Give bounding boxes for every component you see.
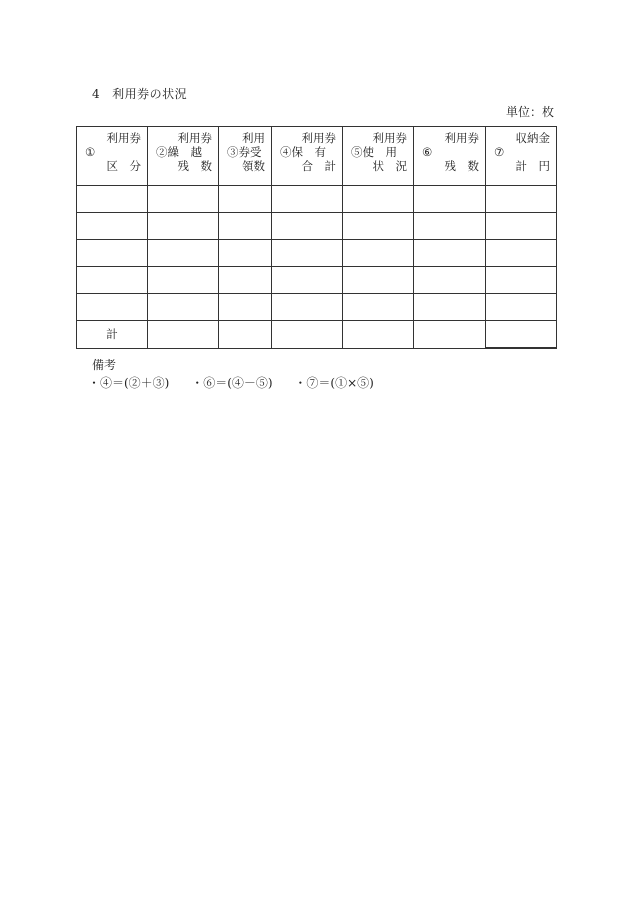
- table-cell[interactable]: [486, 321, 557, 349]
- header-remaining: 利用券 ⑥ 残 数: [414, 127, 486, 186]
- table-cell[interactable]: [343, 321, 414, 349]
- table-cell[interactable]: [272, 267, 343, 294]
- section-number: 4: [92, 87, 101, 101]
- table-cell[interactable]: [486, 267, 557, 294]
- unit-label: 単位：枚: [505, 105, 554, 119]
- table-header-row: [77, 127, 557, 186]
- table-cell[interactable]: [343, 267, 414, 294]
- table-cell[interactable]: [77, 240, 148, 267]
- table-cell[interactable]: [486, 294, 557, 321]
- section-heading: [92, 85, 187, 102]
- table-cell[interactable]: [343, 213, 414, 240]
- table-cell[interactable]: [486, 213, 557, 240]
- ticket-status-table: [76, 126, 557, 349]
- section-title: 利用券の状況: [112, 87, 188, 101]
- header-carryover: 利用券 ②繰 越 残 数: [148, 127, 219, 186]
- table-cell[interactable]: [148, 267, 219, 294]
- table-cell[interactable]: [77, 267, 148, 294]
- formula-item: ・⑥＝(④－⑤): [191, 376, 273, 390]
- header-category: 利用券 ① 区 分: [77, 127, 148, 186]
- formula-item: ・⑦＝(①×⑤): [294, 376, 374, 390]
- remarks-formulas: [88, 374, 392, 391]
- remarks-title: 備考: [92, 358, 117, 372]
- table-cell[interactable]: [77, 186, 148, 213]
- table-cell[interactable]: [343, 186, 414, 213]
- table-cell[interactable]: [219, 294, 272, 321]
- total-label: 計: [77, 321, 148, 349]
- table-cell[interactable]: [77, 213, 148, 240]
- table-cell[interactable]: [272, 186, 343, 213]
- table-cell[interactable]: [414, 186, 486, 213]
- table-cell[interactable]: [414, 267, 486, 294]
- table-cell[interactable]: [486, 240, 557, 267]
- table-cell[interactable]: [219, 267, 272, 294]
- table-cell[interactable]: [219, 186, 272, 213]
- table-row: [77, 267, 557, 294]
- table-cell[interactable]: [414, 213, 486, 240]
- table-cell[interactable]: [272, 240, 343, 267]
- table-cell[interactable]: [272, 213, 343, 240]
- table-row: [77, 240, 557, 267]
- total-row: [77, 321, 557, 349]
- table-cell[interactable]: [414, 321, 486, 349]
- header-revenue-total: 収納金 ⑦ 計 円: [486, 127, 557, 186]
- table-cell[interactable]: [219, 213, 272, 240]
- table-cell[interactable]: [486, 186, 557, 213]
- table-cell[interactable]: [343, 294, 414, 321]
- table-cell[interactable]: [148, 186, 219, 213]
- table-cell[interactable]: [219, 321, 272, 349]
- table-cell[interactable]: [343, 240, 414, 267]
- table-cell[interactable]: [77, 294, 148, 321]
- table-cell[interactable]: [272, 294, 343, 321]
- table-cell[interactable]: [219, 240, 272, 267]
- table-cell[interactable]: [272, 321, 343, 349]
- table-row: [77, 294, 557, 321]
- header-received: 利用 ③券受 領数: [219, 127, 272, 186]
- table-cell[interactable]: [414, 294, 486, 321]
- header-usage: 利用券 ⑤使 用 状 況: [343, 127, 414, 186]
- table-cell[interactable]: [148, 213, 219, 240]
- formula-item: ・④＝(②＋③): [88, 376, 170, 390]
- table-cell[interactable]: [148, 294, 219, 321]
- table-row: [77, 186, 557, 213]
- table-cell[interactable]: [414, 240, 486, 267]
- table-cell[interactable]: [148, 240, 219, 267]
- table-cell[interactable]: [148, 321, 219, 349]
- table-row: [77, 213, 557, 240]
- header-holdings-total: 利用券 ④保 有 合 計: [272, 127, 343, 186]
